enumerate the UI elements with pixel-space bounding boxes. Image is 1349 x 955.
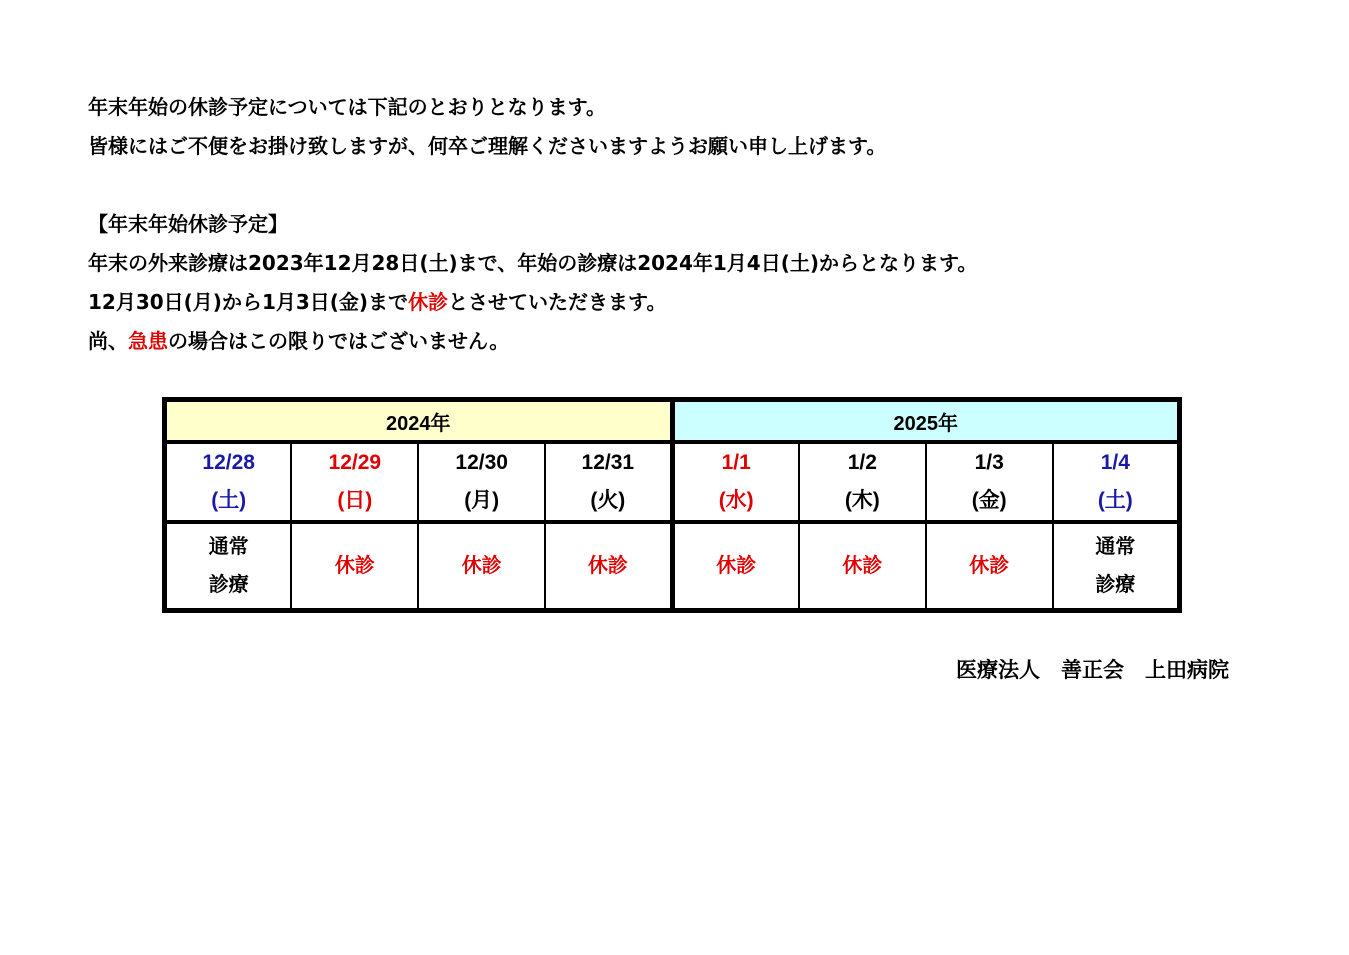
status-line-2: 診療 (1095, 574, 1136, 596)
emergency-highlight: 急患 (128, 329, 168, 353)
day-date: 12/31 (581, 451, 635, 474)
notice-line-6 (88, 322, 977, 361)
day-weekday: (月) (464, 489, 500, 512)
status-line-1: 休診 (461, 555, 502, 577)
status-cell (291, 522, 418, 611)
notice-line-2: 皆様にはご不便をお掛け致しますが、何卒ご理解くださいますようお願い申し上げます。 (88, 134, 887, 158)
status-cell (672, 522, 799, 611)
day-weekday: (金) (971, 489, 1007, 512)
status-line-1: 休診 (969, 555, 1010, 577)
day-cell (545, 442, 672, 522)
day-weekday: (土) (1097, 489, 1133, 512)
year-2024-header: 2024年 (165, 400, 673, 443)
day-date: 1/3 (974, 451, 1004, 474)
notice-line-5 (88, 283, 977, 322)
status-cell (418, 522, 545, 611)
status-cell (926, 522, 1053, 611)
status-line-1: 休診 (842, 555, 883, 577)
day-date: 1/1 (721, 451, 751, 474)
day-cell (799, 442, 926, 522)
status-cell (799, 522, 926, 611)
line6-pre: 尚、 (88, 329, 128, 353)
day-date: 12/30 (455, 451, 508, 474)
day-weekday: (火) (590, 489, 626, 512)
day-weekday: (日) (337, 489, 373, 512)
hospital-signature: 医療法人 善正会 上田病院 (956, 658, 1229, 682)
status-line-2: 診療 (208, 574, 249, 596)
status-row (165, 522, 1180, 611)
day-cell (1053, 442, 1180, 522)
line5-pre: 12月30日(月)から1月3日(金)まで (88, 290, 409, 314)
day-date: 12/29 (328, 451, 382, 474)
day-weekday: (水) (718, 489, 754, 512)
notice-text (88, 88, 977, 361)
holiday-calendar-table (162, 397, 1182, 613)
day-date: 1/4 (1100, 451, 1130, 474)
status-line-1: 休診 (334, 555, 375, 577)
spacer (88, 166, 977, 205)
day-weekday: (木) (844, 489, 880, 512)
day-date: 1/2 (847, 451, 877, 474)
line6-post: の場合はこの限りではございません。 (168, 329, 510, 353)
status-line-1: 通常 (208, 536, 249, 558)
closed-highlight: 休診 (408, 290, 449, 314)
notice-line-1: 年末年始の休診予定については下記のとおりとなります。 (88, 95, 606, 119)
day-cell (926, 442, 1053, 522)
day-weekday: (土) (211, 489, 247, 512)
day-cell (291, 442, 418, 522)
schedule-heading: 【年末年始休診予定】 (88, 212, 288, 236)
line5-post: とさせていただきます。 (448, 290, 667, 314)
status-line-1: 休診 (716, 555, 757, 577)
status-cell (165, 522, 292, 611)
status-cell (1053, 522, 1180, 611)
status-line-1: 通常 (1095, 536, 1136, 558)
day-cell (418, 442, 545, 522)
date-row (165, 442, 1180, 522)
status-line-1: 休診 (587, 555, 628, 577)
day-cell (165, 442, 292, 522)
day-date: 12/28 (202, 451, 255, 474)
day-cell (672, 442, 799, 522)
notice-line-4: 年末の外来診療は2023年12月28日(土)まで、年始の診療は2024年1月4日(土)からとなります。 (88, 251, 978, 275)
year-row (165, 400, 1180, 443)
year-2025-header: 2025年 (672, 400, 1180, 443)
status-cell (545, 522, 672, 611)
